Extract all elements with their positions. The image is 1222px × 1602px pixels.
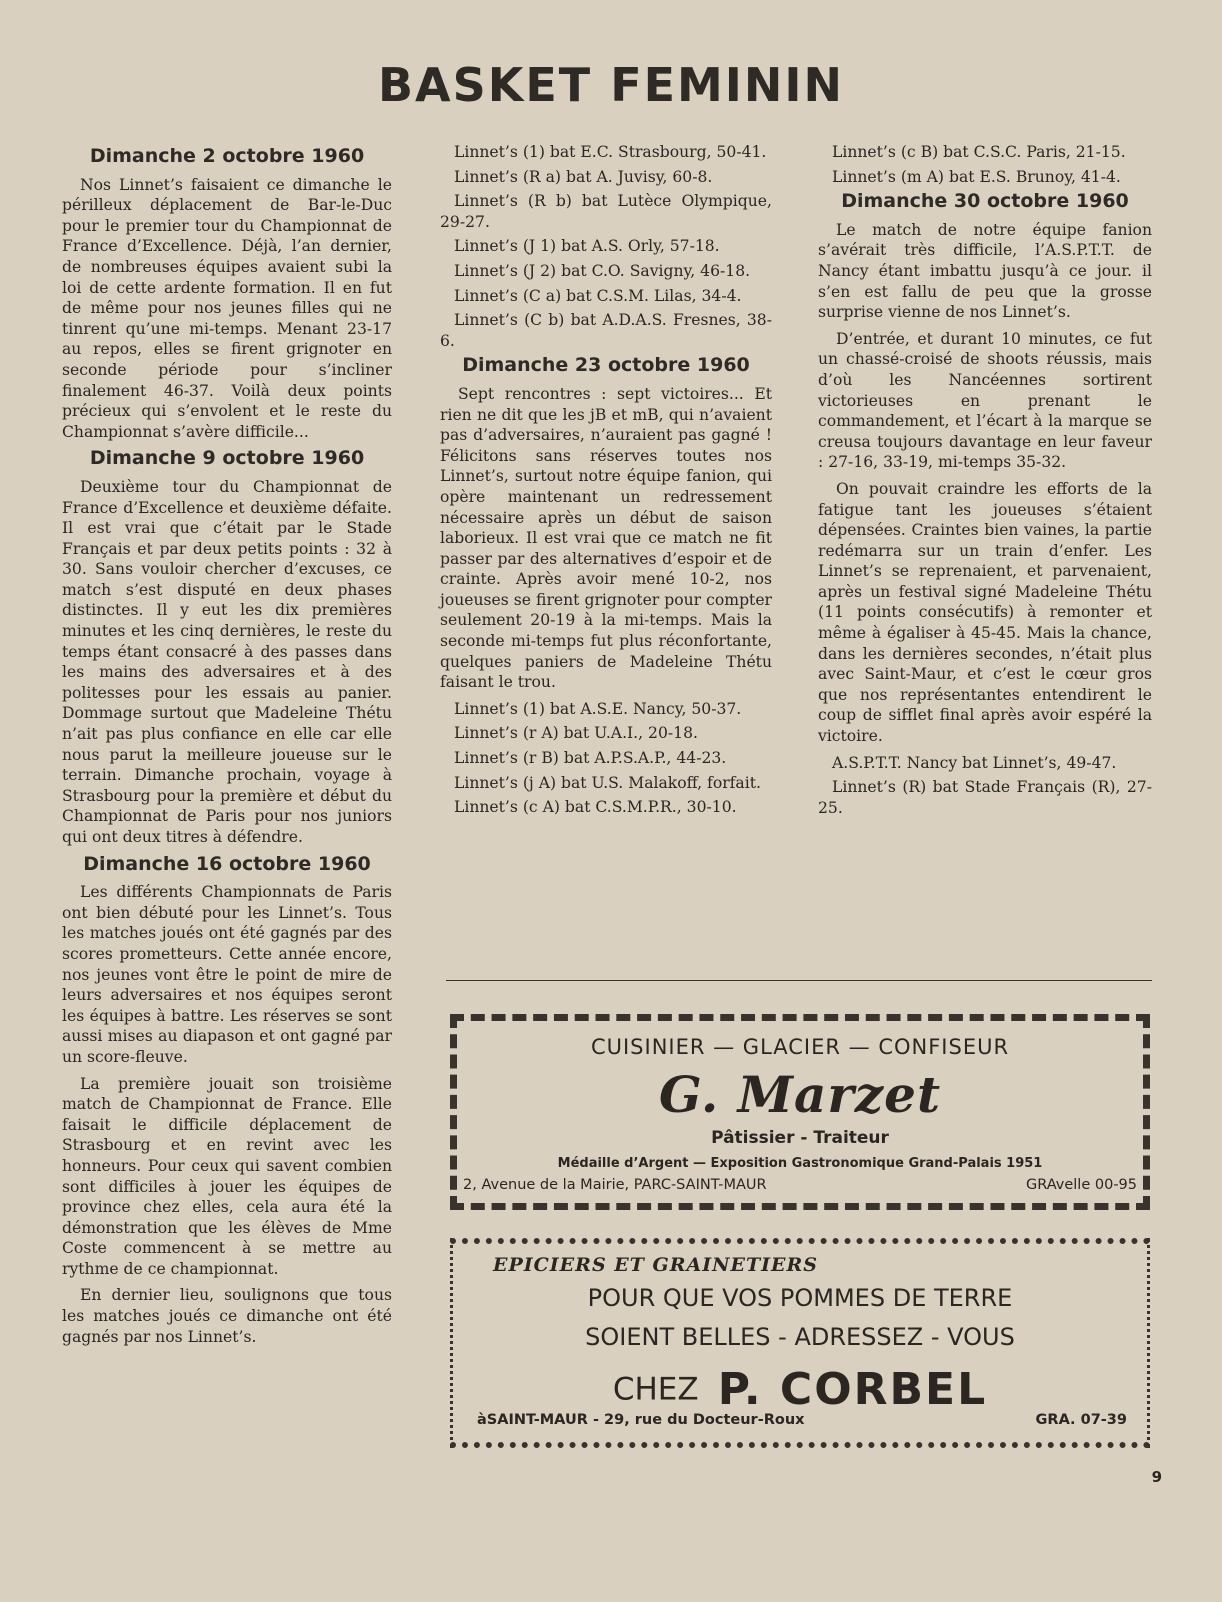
ad-medal: Médaille d’Argent — Exposition Gastronomique Grand-Palais 1951 <box>557 1156 1043 1171</box>
ad-trades: CUISINIER — GLACIER — CONFISEUR <box>590 1035 1010 1059</box>
page-title: BASKET FEMININ <box>377 58 845 112</box>
match-result: Linnet’s (C b) bat A.D.A.S. Fresnes, 38-6. <box>440 311 772 350</box>
column-2 <box>440 142 772 822</box>
ad-phone: GRAvelle 00-95 <box>1025 1177 1137 1193</box>
ad-address-line <box>477 1412 1127 1428</box>
ad-brand-name: P. CORBEL <box>717 1364 988 1415</box>
paragraph: La première jouait son troisième match de Championnat de France. Elle faisait le difficile déplacement de Strasbourg et en revint avec les honneurs. Pour ceux qui savent combien sont difficiles à jouer les équipes de province chez elles, cela aura été la démonstration que les élèves de Mme Coste commencent à se mettre au rythme de ce championnat. <box>62 1074 392 1278</box>
match-result: Linnet’s (R a) bat A. Juvisy, 60-8. <box>454 167 713 186</box>
ad-address: àSAINT-MAUR - 29, rue du Docteur-Roux <box>477 1412 805 1428</box>
column-3 <box>818 142 1152 822</box>
column-1 <box>62 142 392 1353</box>
ad-chez: CHEZ <box>612 1371 699 1408</box>
divider <box>446 980 1152 981</box>
page-number: 9 <box>1151 1468 1162 1486</box>
match-result: Linnet’s (R b) bat Lutèce Olympique, 29-27. <box>440 192 772 231</box>
match-result: Linnet’s (m A) bat E.S. Brunoy, 41-4. <box>832 167 1121 186</box>
paragraph: D’entrée, et durant 10 minutes, ce fut un chassé-croisé de shoots réussis, mais d’où les Nancéennes sortirent victorieuses en prenant le commandement, et l’écart à la marque se creusa toujours davantage en leur faveur : 27-16, 33-19, mi-temps 35-32. <box>818 329 1152 472</box>
match-result: Linnet’s (J 2) bat C.O. Savigny, 46-18. <box>454 261 751 280</box>
section-heading: Dimanche 30 octobre 1960 <box>841 190 1129 213</box>
section-heading: Dimanche 9 octobre 1960 <box>89 447 365 470</box>
match-result: Linnet’s (c B) bat C.S.C. Paris, 21-15. <box>832 143 1126 161</box>
match-result: Linnet’s (r B) bat A.P.S.A.P., 44-23. <box>454 749 727 768</box>
ad-headline: EPICIERS ET GRAINETIERS <box>493 1254 819 1276</box>
paragraph: Nos Linnet’s faisaient ce dimanche le périlleux déplacement de Bar-le-Duc pour le premier tour du Championnat de France d’Excellence. Déjà, l’an dernier, de nombreuses équipes avaient subi la loi de cette ardente formation. Il en fut de même pour nos jeunes filles qui ne tinrent qu’une mi-temps. Menant 23-17 au repos, elles se firent grignoter en seconde période pour s’incliner finalement 46-37. Voilà deux points précieux qui s’envolent et le reste du Championnat s’avère difficile... <box>62 175 392 441</box>
match-result: Linnet’s (J 1) bat A.S. Orly, 57-18. <box>454 237 720 256</box>
paragraph: En dernier lieu, soulignons que tous les matches joués ce dimanche ont été gagnés par nos Linnet’s. <box>62 1286 392 1346</box>
section-heading: Dimanche 23 octobre 1960 <box>462 354 750 377</box>
match-result: Linnet’s (1) bat E.C. Strasbourg, 50-41. <box>454 143 767 161</box>
section-heading: Dimanche 16 octobre 1960 <box>83 852 371 875</box>
match-result: Linnet’s (C a) bat C.S.M. Lilas, 34-4. <box>454 286 742 305</box>
ad-subtitle: Pâtissier - Traiteur <box>711 1128 889 1148</box>
paragraph: Deuxième tour du Championnat de France d’Excellence et deuxième défaite. Il est vrai que c’était par le Stade Français et par deux petits points : 32 à 30. Sans vouloir chercher d’excuses, ce match s’est disputé en deux phases distinctes. Il y eut les dix premières minutes et les cinq dernières, le reste du temps étant consacré à des passes dans les mains des adversaires et à des politesses pour les essais au panier. Dommage surtout que Madeleine Thétu n’ait pas plus confiance en elle car elle nous parut la meilleure joueuse sur le terrain. Dimanche prochain, voyage à Strasbourg pour la première et début du Championnat de Paris pour nos juniors qui ont deux titres à défendre. <box>62 477 392 846</box>
advertisement-corbel <box>450 1238 1150 1448</box>
advertisement-marzet <box>450 1014 1150 1210</box>
match-result: Linnet’s (c A) bat C.S.M.P.R., 30-10. <box>454 798 737 817</box>
match-result: Linnet’s (j A) bat U.S. Malakoff, forfait. <box>454 773 761 792</box>
ad-line: POUR QUE VOS POMMES DE TERRE <box>587 1284 1013 1312</box>
paragraph: Les différents Championnats de Paris ont bien débuté pour les Linnet’s. Tous les matches joués ont été gagnés par des scores prometteurs. Cette année encore, nos jeunes vont être le point de mire de leurs adversaires et nos équipes seront les équipes à battre. Les réserves se sont aussi mises au diapason et ont gagné par un score-fleuve. <box>62 883 392 1066</box>
ad-chez-line <box>453 1364 1147 1415</box>
match-result: A.S.P.T.T. Nancy bat Linnet’s, 49-47. <box>832 753 1117 772</box>
ad-line: SOIENT BELLES - ADRESSEZ - VOUS <box>585 1323 1015 1351</box>
ad-phone: GRA. 07-39 <box>1035 1412 1127 1428</box>
match-result: Linnet’s (r A) bat U.A.I., 20-18. <box>454 724 698 743</box>
match-result: Linnet’s (R) bat Stade Français (R), 27-25. <box>818 778 1152 817</box>
match-result: Linnet’s (1) bat A.S.E. Nancy, 50-37. <box>454 699 742 718</box>
ad-brand-name: G. Marzet <box>658 1065 942 1124</box>
paragraph: Le match de notre équipe fanion s’avérait très difficile, l’A.S.P.T.T. de Nancy étant imbattu jusqu’à ce jour. il s’en est fallu de peu que la grosse surprise vienne de nos Linnet’s. <box>818 220 1152 322</box>
ad-address: 2, Avenue de la Mairie, PARC-SAINT-MAUR <box>463 1177 767 1193</box>
section-heading: Dimanche 2 octobre 1960 <box>89 145 365 167</box>
paragraph: On pouvait craindre les efforts de la fatigue tant les joueuses s’étaient dépensées. Craintes bien vaines, la partie redémarra sur un train d’enfer. Les Linnet’s se reprenaient, et parvenaient, après un festival signé Madeleine Thétu (11 points consécutifs) à remonter et même à égaliser à 45-45. Mais la chance, dans les dernières secondes, n’était plus avec Saint-Maur, et c’est le cœur gros que nos représentantes entendirent le coup de sifflet final après avoir espéré la victoire. <box>818 479 1152 746</box>
paragraph: Sept rencontres : sept victoires... Et rien ne dit que les jB et mB, qui n’avaient pas d’adversaires, n’auraient pas gagné ! Félicitons sans réserves toutes nos Linnet’s, surtout notre équipe fanion, qui opère maintenant un redressement nécessaire après un début de saison laborieux. Il est vrai que ce match ne fit passer par des alternatives d’espoir et de crainte. Après avoir mené 10-2, nos joueuses se firent grignoter pour compter seulement 20-19 à la mi-temps. Mais la seconde mi-temps fut plus réconfortante, quelques paniers de Madeleine Thétu faisant le trou. <box>440 384 772 692</box>
ad-address-line <box>463 1177 1137 1193</box>
